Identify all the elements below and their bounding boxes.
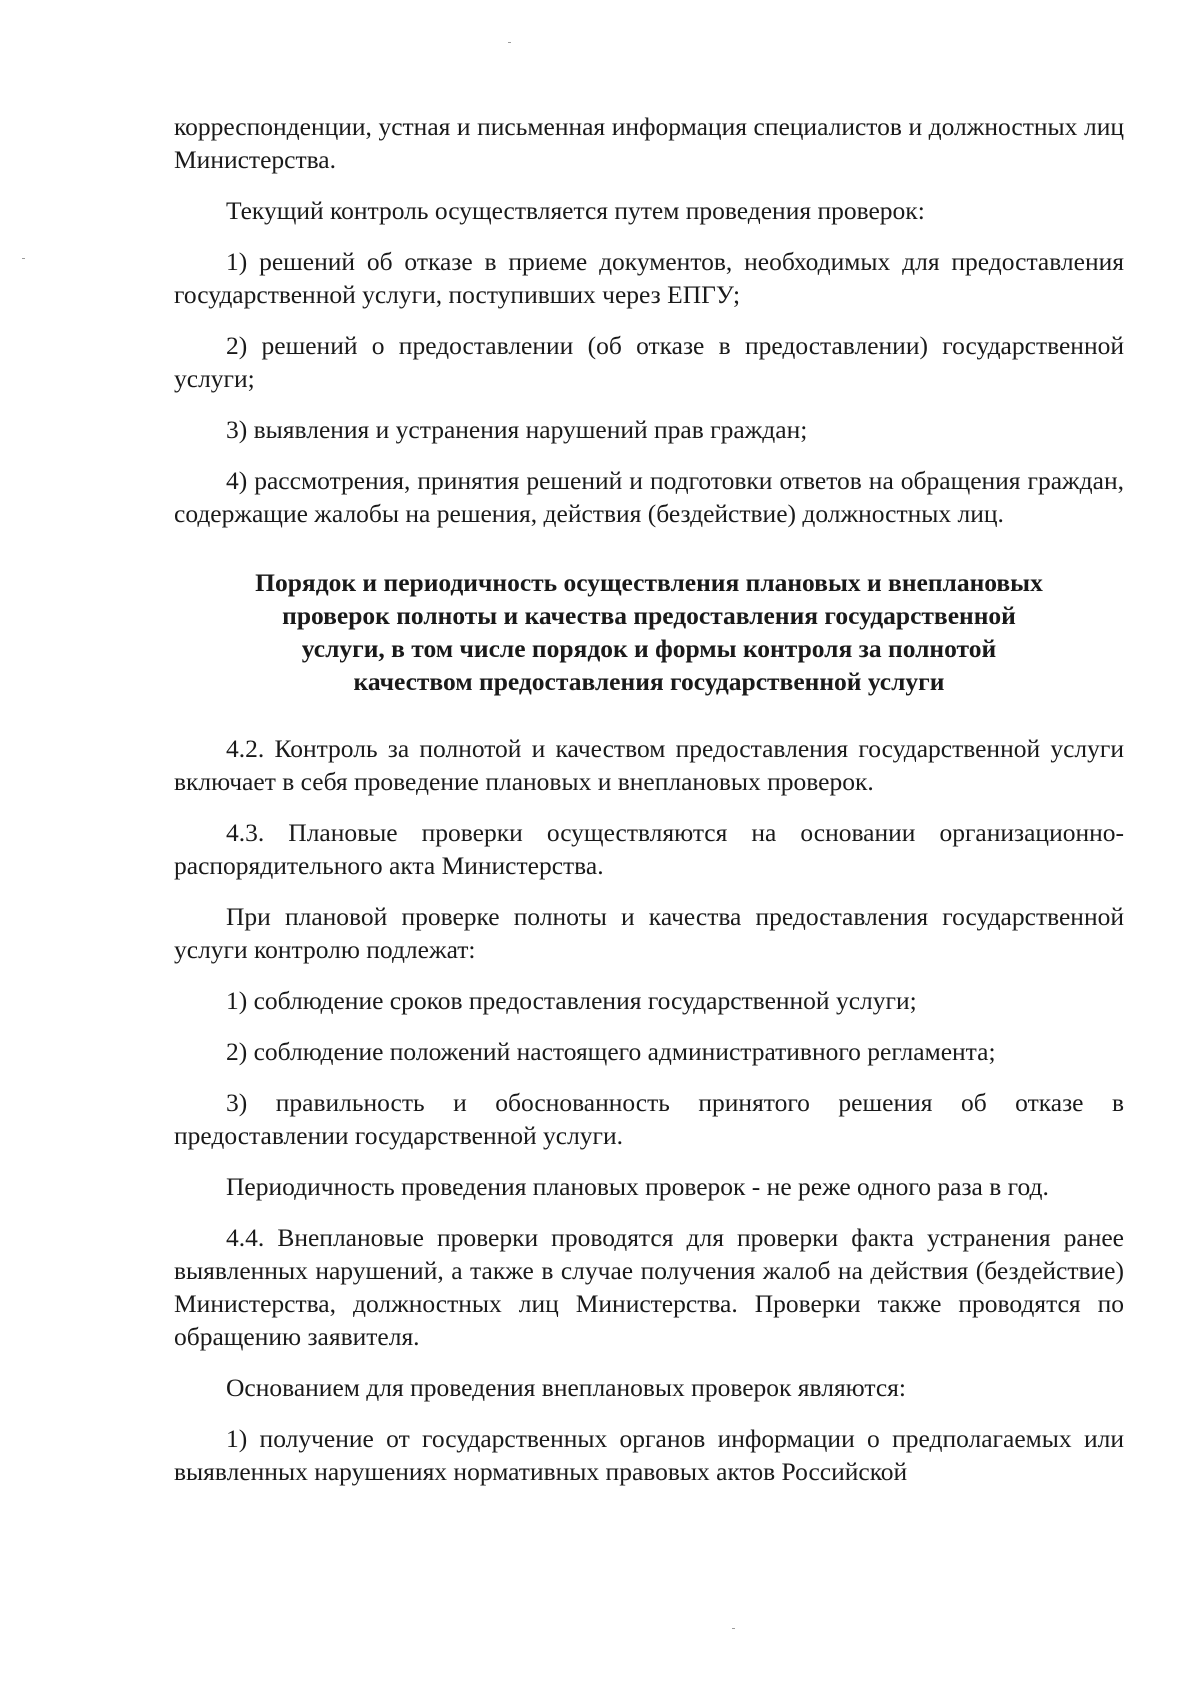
scan-speck (732, 1628, 735, 1629)
scan-speck (22, 258, 25, 259)
section-heading (174, 566, 1124, 698)
paragraphs-after (174, 732, 1124, 1488)
paragraph: Текущий контроль осуществляется путем проведения проверок: (226, 196, 925, 225)
paragraph: 3) выявления и устранения нарушений прав граждан; (226, 415, 808, 444)
paragraphs-before (174, 110, 1124, 530)
heading-line: проверок полноты и качества предоставления государственной (282, 601, 1016, 630)
heading-line: услуги, в том числе порядок и формы контроля за полнотой (301, 634, 997, 663)
paragraph: 4.4. Внеплановые проверки проводятся для проверки факта устранения ранее выявленных нарушений, а также в случае получения жалоб на действия (бездействие) Министерства, должностных лиц Министерства. Проверки также проводятся по обращению заявителя. (174, 1223, 1124, 1351)
scan-speck (508, 42, 511, 43)
paragraph: 1) соблюдение сроков предоставления государственной услуги; (226, 986, 917, 1015)
paragraph: 4.2. Контроль за полнотой и качеством предоставления государственной услуги включает в себя проведение плановых и внеплановых проверок. (174, 734, 1124, 796)
paragraph: 4) рассмотрения, принятия решений и подготовки ответов на обращения граждан, содержащие жалобы на решения, действия (бездействие) должностных лиц. (174, 466, 1124, 528)
paragraph: 4.3. Плановые проверки осуществляются на основании организационно-распорядительного акта Министерства. (174, 818, 1124, 880)
heading-line: качеством предоставления государственной услуги (353, 667, 945, 696)
paragraph: Основанием для проведения внеплановых проверок являются: (226, 1373, 906, 1402)
paragraph: При плановой проверке полноты и качества предоставления государственной услуги контролю подлежат: (174, 902, 1124, 964)
paragraph: 1) решений об отказе в приеме документов, необходимых для предоставления государственной услуги, поступивших через ЕПГУ; (174, 247, 1124, 309)
paragraph: Периодичность проведения плановых проверок - не реже одного раза в год. (226, 1172, 1049, 1201)
paragraph: 2) соблюдение положений настоящего административного регламента; (226, 1037, 996, 1066)
heading-line: Порядок и периодичность осуществления плановых и внеплановых (255, 568, 1043, 597)
document-body (174, 110, 1124, 1506)
paragraph: 1) получение от государственных органов информации о предполагаемых или выявленных нарушениях нормативных правовых актов Российской (174, 1424, 1124, 1486)
paragraph: корреспонденции, устная и письменная информация специалистов и должностных лиц Министерства. (174, 112, 1124, 174)
paragraph: 2) решений о предоставлении (об отказе в предоставлении) государственной услуги; (174, 331, 1124, 393)
paragraph: 3) правильность и обоснованность принятого решения об отказе в предоставлении государственной услуги. (174, 1088, 1124, 1150)
